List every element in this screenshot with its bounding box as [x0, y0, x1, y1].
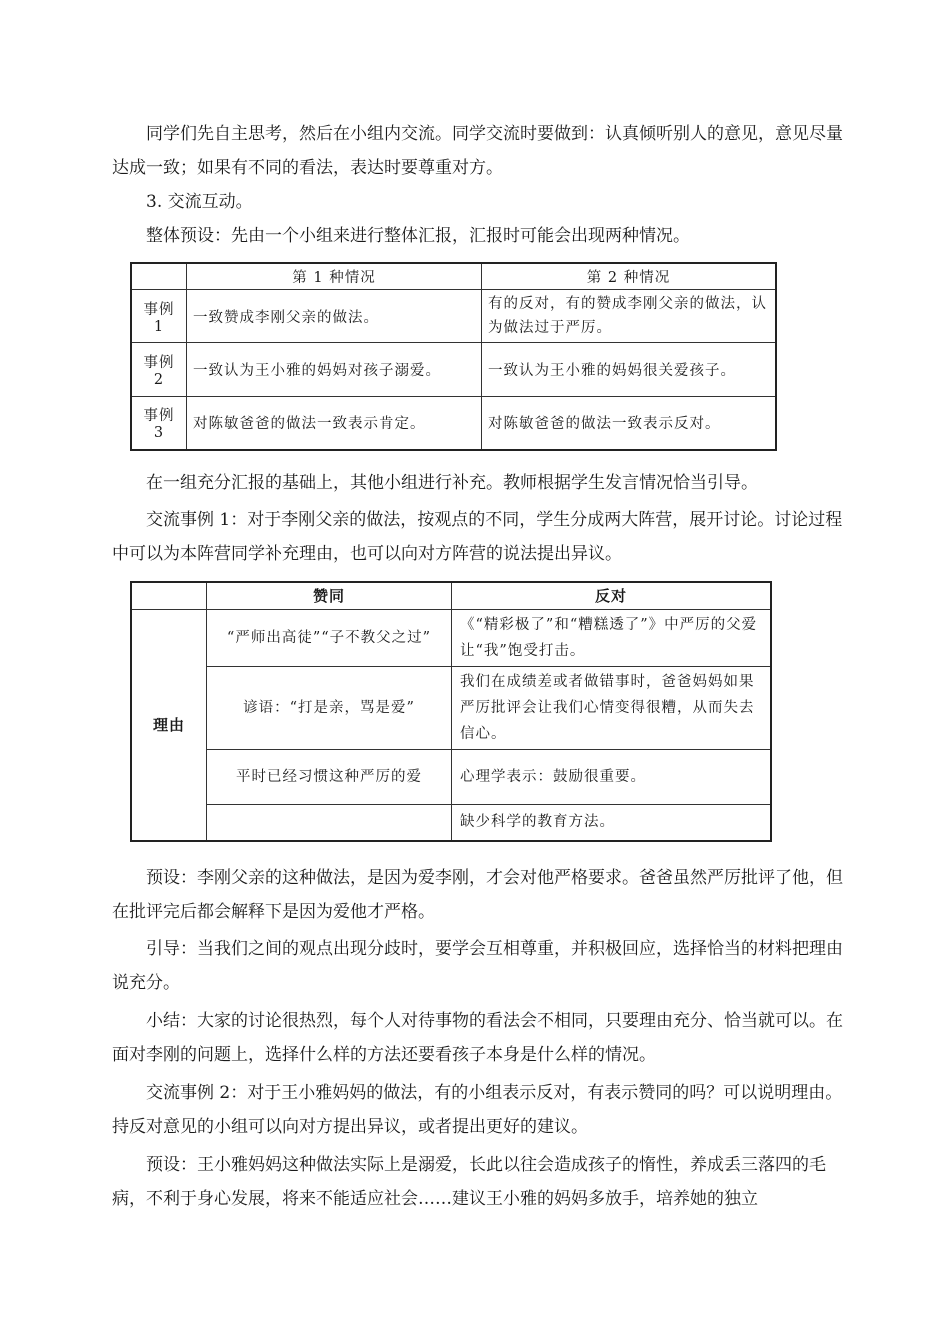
oppose-cell: 缺少科学的教育方法。 — [452, 805, 772, 841]
row-label: 事例 3 — [131, 397, 187, 450]
table-row — [131, 343, 776, 397]
table-header-row — [131, 263, 776, 290]
table-row — [131, 667, 771, 750]
row-label: 事例 1 — [131, 290, 187, 343]
paragraph-section-3: 3. 交流互动。 — [112, 192, 253, 212]
table-header-corner — [131, 263, 187, 290]
table-header-situation-1: 第 1 种情况 — [187, 263, 482, 290]
table-row — [131, 397, 776, 450]
table-row — [131, 610, 771, 667]
table-header-row — [131, 582, 771, 610]
paragraph-example-2: 交流事例 2：对于王小雅妈妈的做法，有的小组表示反对，有表示赞同的吗？可以说明理由。持反对意见的小组可以向对方提出异议，或者提出更好的建议。 — [112, 1083, 843, 1137]
table-row — [131, 750, 771, 805]
agree-cell: “严师出高徒”“子不教父之过” — [207, 610, 452, 667]
reasons-table — [130, 581, 772, 842]
situations-table — [130, 262, 777, 451]
paragraph-preset-1: 预设：李刚父亲的这种做法，是因为爱李刚，才会对他严格要求。爸爸虽然严厉批评了他，但在批评完后都会解释下是因为爱他才严格。 — [112, 868, 843, 922]
paragraph-overall-preset: 整体预设：先由一个小组来进行整体汇报，汇报时可能会出现两种情况。 — [112, 226, 690, 246]
paragraph-example-1: 交流事例 1：对于李刚父亲的做法，按观点的不同，学生分成两大阵营，展开讨论。讨论过程中可以为本阵营同学补充理由，也可以向对方阵营的说法提出异议。 — [112, 510, 843, 564]
paragraph-summary: 小结：大家的讨论很热烈，每个人对待事物的看法会不相同，只要理由充分、恰当就可以。在面对李刚的问题上，选择什么样的方法还要看孩子本身是什么样的情况。 — [112, 1011, 843, 1065]
table-row — [131, 290, 776, 343]
table-header-situation-2: 第 2 种情况 — [482, 263, 777, 290]
paragraph-supplement: 在一组充分汇报的基础上，其他小组进行补充。教师根据学生发言情况恰当引导。 — [112, 473, 758, 493]
agree-cell: 平时已经习惯这种严厉的爱 — [207, 750, 452, 805]
table-header-oppose: 反对 — [452, 582, 772, 610]
oppose-cell: 我们在成绩差或者做错事时，爸爸妈妈如果严厉批评会让我们心情变得很糟，从而失去信心。 — [452, 667, 772, 750]
agree-cell: 谚语：“打是亲，骂是爱” — [207, 667, 452, 750]
table-header-corner — [131, 582, 207, 610]
table-cell: 一致认为王小雅的妈妈很关爱孩子。 — [482, 343, 777, 397]
paragraph-preset-2: 预设：王小雅妈妈这种做法实际上是溺爱，长此以往会造成孩子的惰性，养成丢三落四的毛病，不利于身心发展，将来不能适应社会……建议王小雅的妈妈多放手，培养她的独立 — [112, 1155, 826, 1209]
table-row — [131, 805, 771, 841]
table-cell: 对陈敏爸爸的做法一致表示反对。 — [482, 397, 777, 450]
table-cell: 一致赞成李刚父亲的做法。 — [187, 290, 482, 343]
oppose-cell: 《“精彩极了”和“糟糕透了”》中严厉的父爱让“我”饱受打击。 — [452, 610, 772, 667]
table-cell: 有的反对，有的赞成李刚父亲的做法，认为做法过于严厉。 — [482, 290, 777, 343]
reason-label: 理由 — [131, 610, 207, 841]
table-header-agree: 赞同 — [207, 582, 452, 610]
paragraph-group-discussion: 同学们先自主思考，然后在小组内交流。同学交流时要做到：认真倾听别人的意见，意见尽量达成一致；如果有不同的看法，表达时要尊重对方。 — [112, 124, 843, 178]
row-label: 事例 2 — [131, 343, 187, 397]
table-cell: 对陈敏爸爸的做法一致表示肯定。 — [187, 397, 482, 450]
table-cell: 一致认为王小雅的妈妈对孩子溺爱。 — [187, 343, 482, 397]
oppose-cell: 心理学表示：鼓励很重要。 — [452, 750, 772, 805]
paragraph-guidance: 引导：当我们之间的观点出现分歧时，要学会互相尊重，并积极回应，选择恰当的材料把理由说充分。 — [112, 939, 843, 993]
agree-cell — [207, 805, 452, 841]
